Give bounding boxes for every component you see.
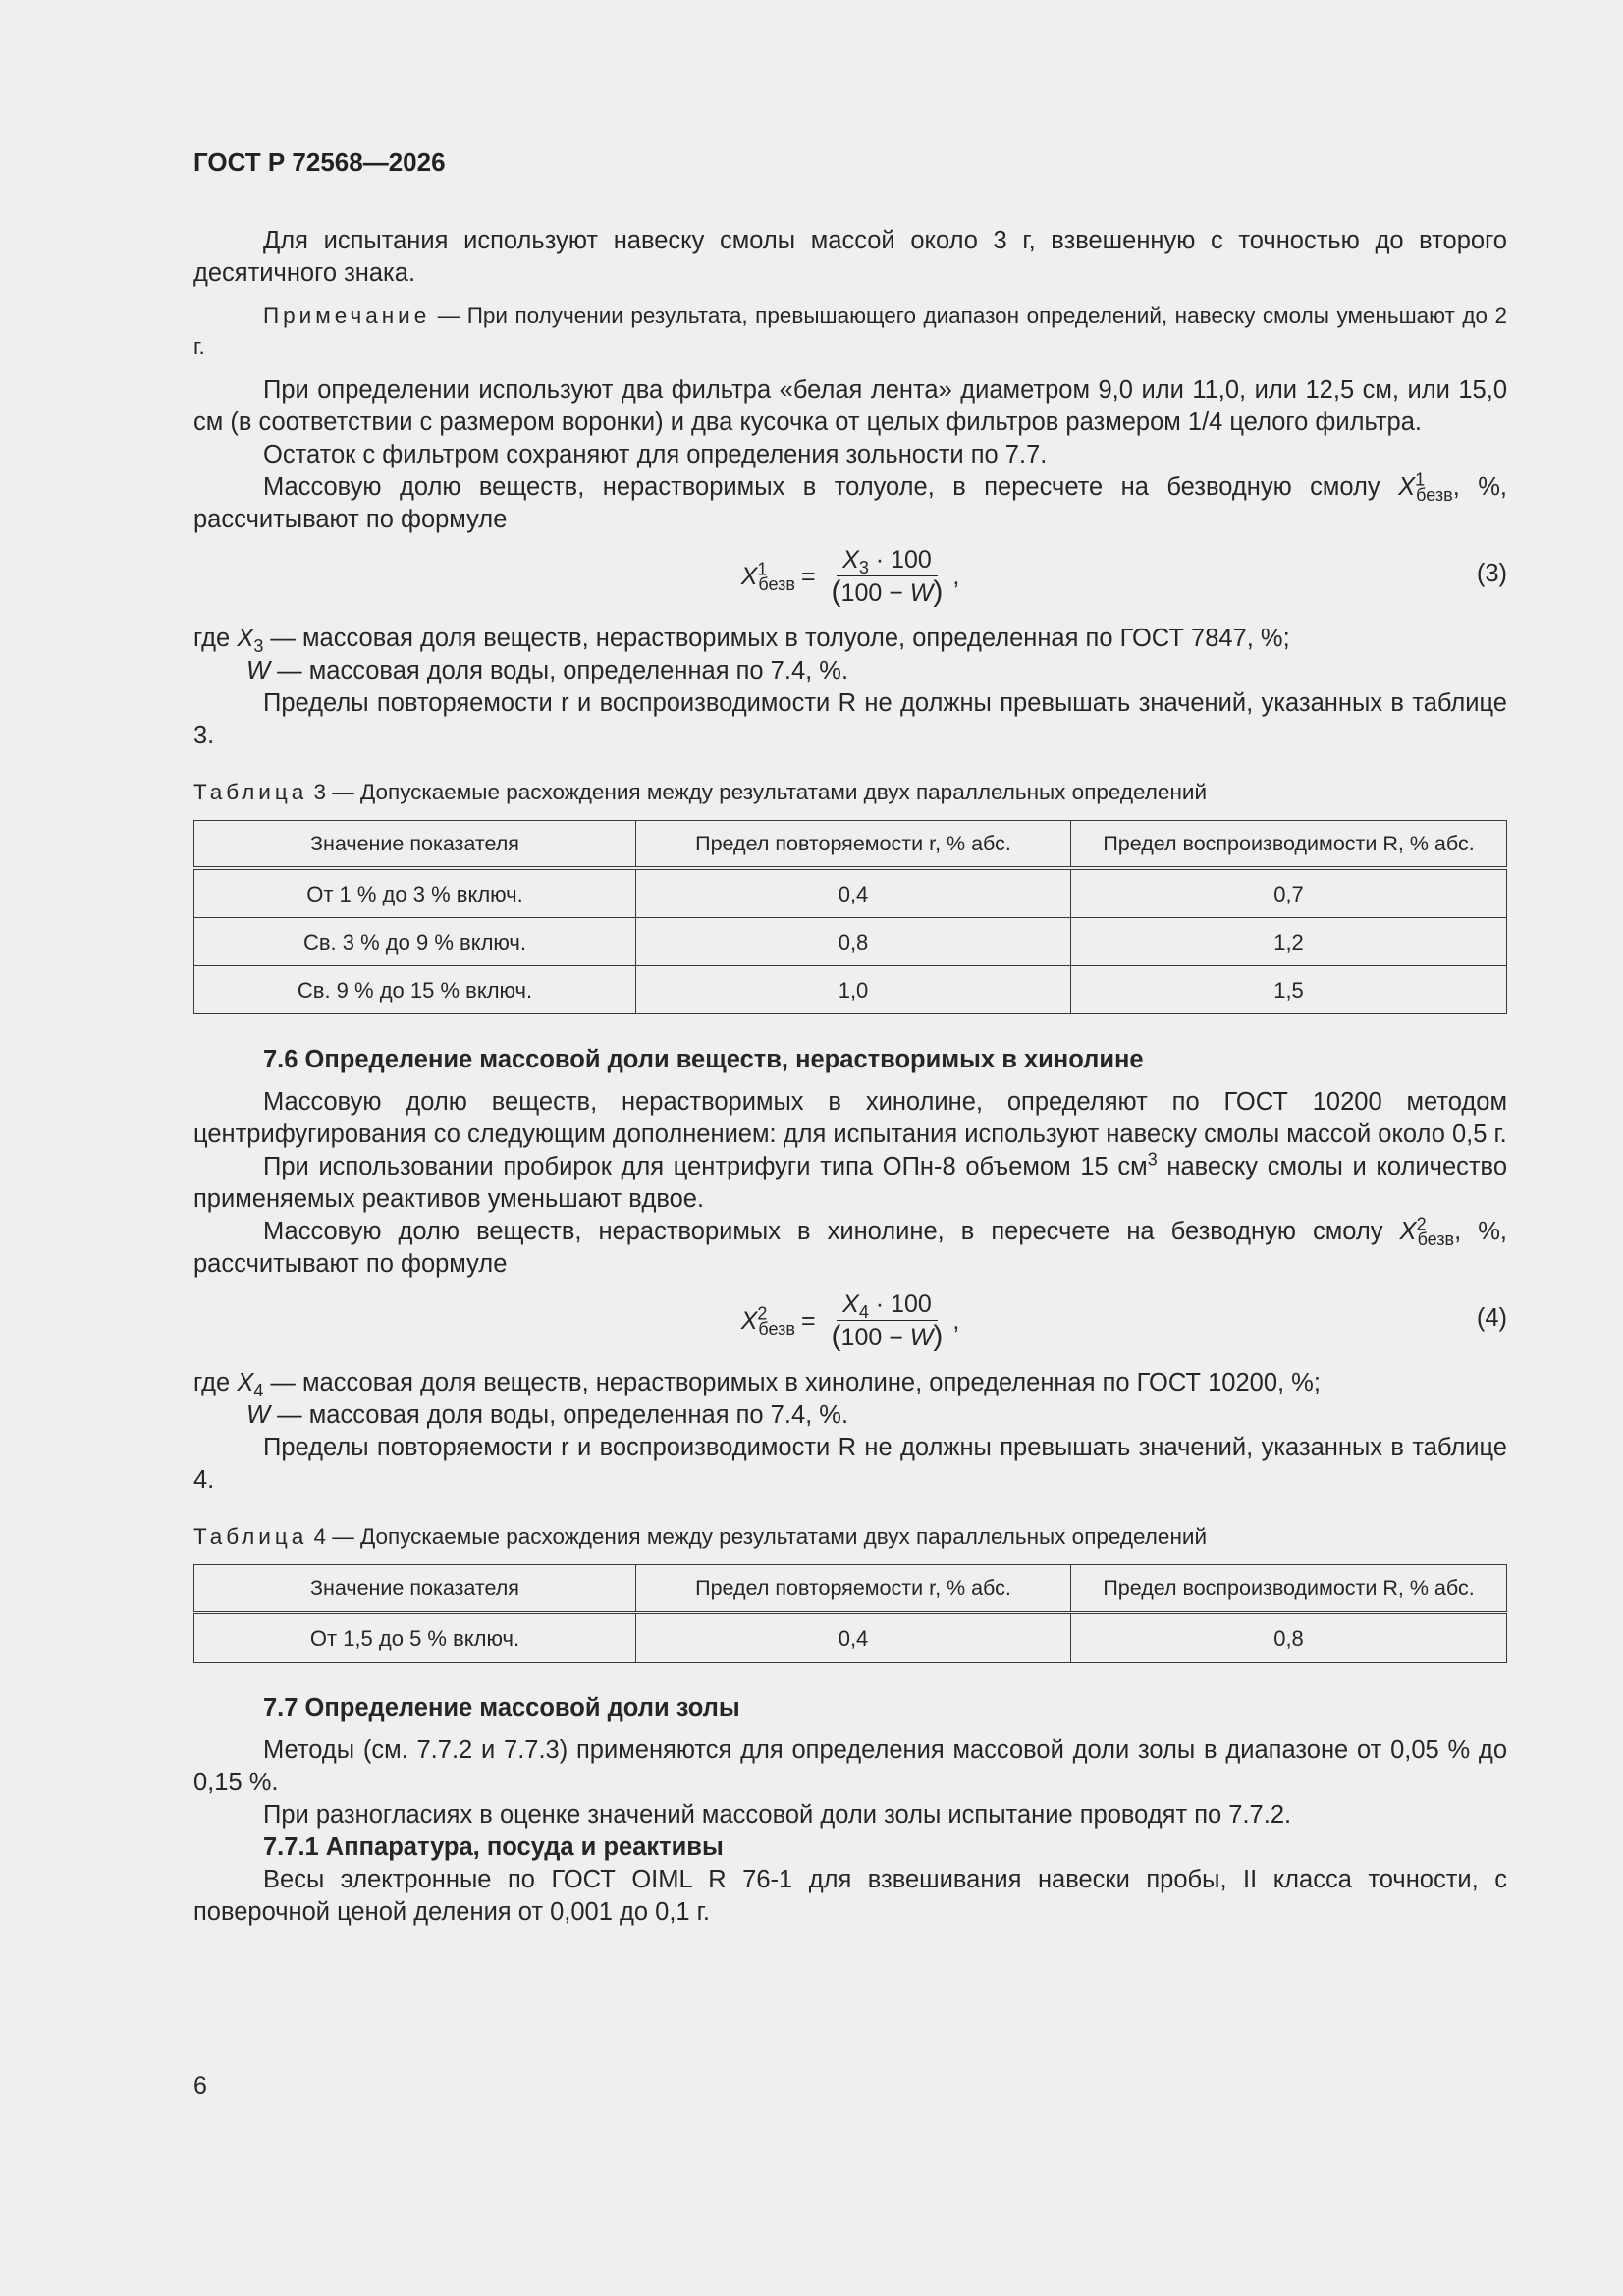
section-heading-7-6: 7.6 Определение массовой доли веществ, нерастворимых в хинолине [263, 1046, 1144, 1073]
paragraph-tubes: При использовании пробирок для центрифуги типа ОПн-8 объемом 15 $см^3$ навеску смолы и количество применяемых реактивов уменьшают вдвое. [193, 1149, 1507, 1213]
section-heading-7-7-1: 7.7.1 Аппаратура, посуда и реактивы [263, 1833, 724, 1861]
page-number: 6 [193, 2072, 207, 2100]
table-row: Св. 3 % до 9 % включ. 0,8 1,2 [194, 918, 1507, 966]
formula-number: (4) [1476, 1304, 1507, 1332]
table-row: Св. 9 % до 15 % включ. 1,0 1,5 [194, 966, 1507, 1014]
table-header-cell: Предел повторяемости r, % абс. [636, 821, 1071, 869]
formula-number: (3) [1476, 560, 1507, 587]
paragraph-formula-intro-3: Массовую долю веществ, нерастворимых в толуоле, в пересчете на безводную смолу $X^1_{безв}$, %, рассчитывают по формуле [193, 469, 1507, 533]
document-body [193, 225, 1507, 1929]
table-3 [193, 820, 1507, 1014]
paragraph-filters: При определении используют два фильтра «белая лента» диаметром 9,0 или 11,0, или 12,5 см, или 15,0 см (в соответствии с размером воронки) и два кусочка от целых фильтров размером 1/4 целого фильтра. [193, 376, 1507, 436]
table-4 [193, 1564, 1507, 1663]
table-header-cell: Предел воспроизводимости R, % абс. [1071, 1565, 1507, 1613]
paragraph-scales: Весы электронные по ГОСТ OIML R 76-1 для взвешивания навески пробы, II класса точности, с поверочной ценой деления от 0,001 до 0,1 г. [193, 1866, 1507, 1926]
table-caption: Таблица 3 — Допускаемые расхождения между результатами двух параллельных определений [193, 780, 1208, 804]
symbol-x: X [1398, 473, 1416, 501]
formula-lhs: $X^1_{безв}$ [740, 559, 795, 594]
table-header-cell: Предел воспроизводимости R, % абс. [1071, 821, 1507, 869]
table-row: От 1 % до 3 % включ. 0,4 0,7 [194, 868, 1507, 918]
section-heading-7-7: 7.7 Определение массовой доли золы [263, 1694, 740, 1722]
paragraph-formula-intro-4: Массовую долю веществ, нерастворимых в хинолине, в пересчете на безводную смолу $X^2_{безв}$, %, рассчитывают по формуле [193, 1214, 1507, 1278]
table-header-cell: Предел повторяемости r, % абс. [636, 1565, 1071, 1613]
document-header: ГОСТ Р 72568—2026 [193, 147, 446, 177]
paragraph-residue: Остаток с фильтром сохраняют для определения зольности по 7.7. [263, 441, 1048, 468]
where-line-2: W — массовая доля воды, определенная по 7.4, %. [246, 1401, 849, 1429]
formula-fraction: $\frac{X_4 \cdot 100}{(100 - W)}$ [831, 1290, 944, 1352]
paragraph-limits-4: Пределы повторяемости r и воспроизводимости R не должны превышать значений, указанных в таблице 4. [193, 1434, 1507, 1494]
note-label: Примечание [263, 303, 431, 328]
table-row: От 1,5 до 5 % включ. 0,4 0,8 [194, 1613, 1507, 1663]
where-line-1: где $X_3$ — массовая доля веществ, нерастворимых в толуоле, определенная по ГОСТ 7847, %; [193, 625, 1290, 657]
table-caption: Таблица 4 — Допускаемые расхождения между результатами двух параллельных определений [193, 1524, 1208, 1549]
paragraph-ash-methods: Методы (см. 7.7.2 и 7.7.3) применяются для определения массовой доли золы в диапазоне от 0,05 % до 0,15 %. [193, 1736, 1507, 1796]
formula-4: $X^2_{безв}$ = $\frac{X_4 \cdot 100}{(100 - W)}$ , (4) [740, 1290, 1507, 1352]
paragraph-sample-mass: Для испытания используют навеску смолы массой около 3 г, взвешенную с точностью до второго десятичного знака. [193, 227, 1507, 287]
paragraph-ash-disputes: При разногласиях в оценке значений массовой доли золы испытание проводят по 7.7.2. [263, 1801, 1292, 1829]
table-header-cell: Значение показателя [194, 1565, 636, 1613]
formula-lhs: $X^2_{безв}$ [740, 1303, 795, 1339]
where-line-2: W — массовая доля воды, определенная по 7.4, %. [246, 657, 849, 684]
paragraph-quinoline: Массовую долю веществ, нерастворимых в хинолине, определяют по ГОСТ 10200 методом центрифугирования со следующим дополнением: для испытания используют навеску смолы массой около 0,5 г. [193, 1088, 1507, 1148]
table-header-cell: Значение показателя [194, 821, 636, 869]
paragraph-limits-3: Пределы повторяемости r и воспроизводимости R не должны превышать значений, указанных в таблице 3. [193, 689, 1507, 749]
where-line-1: где $X_4$ — массовая доля веществ, нерастворимых в хинолине, определенная по ГОСТ 10200, %; [193, 1369, 1321, 1401]
note-text: — При получении результата, превышающего диапазон определений, навеску смолы уменьшают до 2 г. [193, 303, 1507, 358]
note-block [193, 301, 1507, 361]
formula-fraction: $\frac{X_3 \cdot 100}{(100 - W)}$ [831, 546, 944, 608]
formula-3: $X^1_{безв}$ = $\frac{X_3 \cdot 100}{(100 - W)}$ , (3) [740, 546, 1507, 608]
